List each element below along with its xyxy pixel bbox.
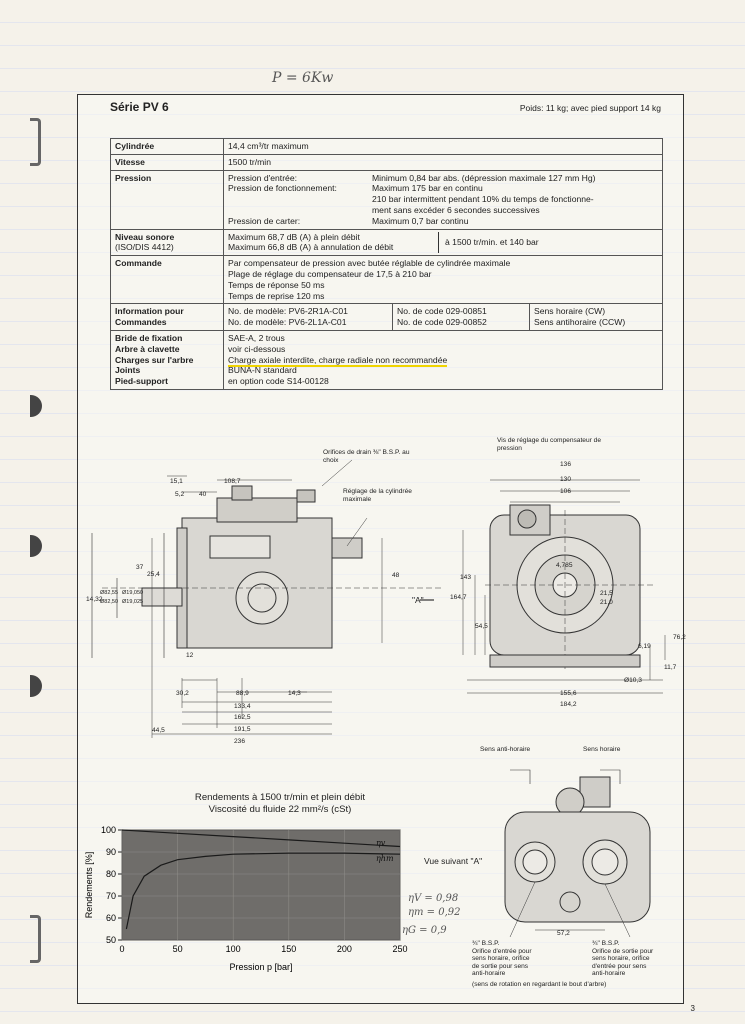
dimension: 143 <box>460 574 472 581</box>
model-number: No. de modèle: PV6-2L1A-C01 <box>228 317 347 328</box>
x-tick-label: 100 <box>225 944 241 954</box>
inlet-port-note <box>472 940 582 978</box>
commande-line: Temps de réponse 50 ms <box>228 279 325 290</box>
note-line: sens horaire, orifice <box>472 955 530 962</box>
outlet-port-note <box>592 940 682 978</box>
handwritten-eta-m: ηm = 0,92 <box>408 907 461 918</box>
dimension: 12 <box>186 652 194 659</box>
shaft-dim: Ø19,025 <box>122 599 144 605</box>
note-line: ¾" B.S.P. <box>592 940 620 947</box>
bride-label: Arbre à clavette <box>115 343 180 354</box>
pression-value: ment sans excéder 6 secondes successives <box>372 204 540 215</box>
series-title: Série PV 6 <box>110 100 169 114</box>
compensator-adjust-screw-label: Vis de réglage du compensateur de pression <box>497 437 601 452</box>
commande-line: Par compensateur de pression avec butée réglable de cylindrée maximale <box>228 258 511 269</box>
view-a-title: Vue suivant "A" <box>424 856 483 866</box>
y-axis-label: Rendements [%] <box>84 851 94 919</box>
spec-value: 1500 tr/min <box>224 154 663 170</box>
dimension: 44,5 <box>152 727 165 734</box>
commande-line: Temps de reprise 120 ms <box>228 290 325 301</box>
pression-value: Minimum 0,84 bar abs. (dépression maximale 127 mm Hg) <box>372 172 596 183</box>
dimension: 108,7 <box>224 478 241 485</box>
y-tick-label: 100 <box>100 825 116 835</box>
x-tick-label: 150 <box>281 944 297 954</box>
weight-info: Poids: 11 kg; avec pied support 14 kg <box>519 103 661 113</box>
dimension: 25,4 <box>147 571 160 578</box>
y-tick-label: 70 <box>105 891 116 901</box>
spec-value-information <box>224 304 663 331</box>
dimension: 164,7 <box>450 594 467 601</box>
page-number: 3 <box>690 1004 695 1013</box>
counter-clockwise-label: Sens anti-horaire <box>480 746 531 753</box>
chart-subtitle: Viscosité du fluide 22 mm²/s (cSt) <box>208 804 352 815</box>
plot-area <box>122 830 400 940</box>
dimension: 76,2 <box>673 634 686 641</box>
dimension: 48 <box>392 572 400 579</box>
niveau-line: Maximum 66,8 dB (A) à annulation de débit <box>228 242 394 253</box>
pump-port-view-drawing <box>490 752 665 942</box>
table-row <box>111 170 663 229</box>
y-tick-label: 80 <box>105 869 116 879</box>
dimension: 191,5 <box>234 726 251 733</box>
model-number: No. de modèle: PV6-2R1A-C01 <box>228 306 348 317</box>
x-tick-label: 200 <box>336 944 352 954</box>
spec-value-commande <box>224 256 663 304</box>
spec-label <box>111 304 224 331</box>
pression-value: 210 bar intermittent pendant 10% du temps de fonctionne- <box>372 194 594 205</box>
bride-label: Charges sur l'arbre <box>115 354 194 365</box>
handwritten-eta-g: ηG = 0,9 <box>402 925 447 936</box>
dimension: 21,0 <box>600 599 613 606</box>
series-label: ηhm <box>376 854 394 864</box>
shaft-dim: Ø82,50 <box>100 599 119 605</box>
dimension: 54,5 <box>475 623 488 630</box>
x-tick-label: 50 <box>172 944 183 954</box>
spec-value-pression <box>224 170 663 229</box>
table-row <box>111 154 663 170</box>
spec-label: Vitesse <box>111 154 224 170</box>
bride-value: voir ci-dessous <box>228 343 286 354</box>
note-line: Orifice de sortie pour <box>592 947 654 955</box>
dimension: 30,2 <box>176 690 189 697</box>
y-tick-label: 60 <box>105 913 116 923</box>
pression-key <box>228 205 372 216</box>
pression-key: Pression d'entrée: <box>228 172 297 183</box>
dimension: 14,3 <box>288 690 301 697</box>
dimension: Ø10,3 <box>624 677 642 684</box>
table-row <box>111 330 663 389</box>
information-label: Commandes <box>115 317 167 328</box>
shaft-dim: Ø19,050 <box>122 590 144 596</box>
pression-key <box>228 194 372 205</box>
note-line: de sortie pour sens <box>472 962 529 970</box>
series-label: ηv <box>376 838 386 848</box>
spec-value-bride <box>224 330 663 389</box>
dimension: 236 <box>234 738 246 745</box>
bride-label: Bride de fixation <box>115 332 183 343</box>
view-a-arrow-label: "A" <box>412 595 424 605</box>
spec-label: Pression <box>111 170 224 229</box>
bride-value: en option code S14-00128 <box>228 376 329 387</box>
bride-value: SAE-A, 2 trous <box>228 332 285 343</box>
note-line: anti-horaire <box>472 970 506 977</box>
niveau-label: Niveau sonore <box>115 231 175 242</box>
pression-value: Maximum 0,7 bar continu <box>372 215 469 226</box>
y-tick-label: 50 <box>105 935 116 945</box>
bride-value: BUNA-N standard <box>228 365 297 376</box>
rotation-sense: Sens antihoraire (CCW) <box>534 317 626 328</box>
dimension: 15,1 <box>170 478 183 485</box>
max-displacement-adjust-label: Réglage de la cylindrée maximale <box>343 488 412 503</box>
code-number: No. de code 029-00852 <box>397 317 487 328</box>
note-line: sens horaire, orifice <box>592 955 650 962</box>
information-label: Information pour <box>115 306 184 317</box>
binder-clip <box>30 118 41 166</box>
drain-orifices-label: Orifices de drain ⅜" B.S.P. au choix <box>323 449 410 464</box>
efficiency-chart <box>80 818 425 978</box>
note-line: anti-horaire <box>592 970 626 977</box>
spec-label <box>111 330 224 389</box>
dimension: 37 <box>136 564 144 571</box>
niveau-line: Maximum 68,7 dB (A) à plein débit <box>228 231 360 242</box>
chart-title <box>120 792 440 816</box>
dimension: 162,5 <box>234 714 251 721</box>
code-number: No. de code 029-00851 <box>397 306 487 317</box>
left-dimension: 14,32 <box>86 596 103 603</box>
clockwise-label: Sens horaire <box>583 746 621 753</box>
dimension: 130 <box>560 476 572 483</box>
y-tick-label: 90 <box>105 847 116 857</box>
dimension: 11,7 <box>664 664 677 671</box>
handwritten-eta-v: ηV = 0,98 <box>408 893 459 904</box>
dimension: 5,2 <box>175 491 185 498</box>
shaft-dim: Ø82,55 <box>100 590 119 596</box>
dimension: 88,9 <box>236 690 249 697</box>
rotation-sense: Sens horaire (CW) <box>534 306 606 317</box>
note-line: Orifice d'entrée pour <box>472 947 532 955</box>
dimension: 133,4 <box>234 703 251 710</box>
niveau-condition: à 1500 tr/min. et 140 bar <box>445 236 539 247</box>
spec-table <box>110 138 663 390</box>
commande-line: Plage de réglage du compensateur de 17,5 à 210 bar <box>228 268 432 279</box>
table-row <box>111 256 663 304</box>
handwritten-power-note: P = 6Kw <box>272 70 334 86</box>
spec-label <box>111 229 224 256</box>
x-tick-label: 0 <box>119 944 125 954</box>
dimension: 57,2 <box>557 930 570 937</box>
dimension: 4,785 <box>556 562 573 569</box>
note-line: d'entrée pour sens <box>592 962 647 970</box>
dimension: 136 <box>560 461 572 468</box>
note-line: ¾" B.S.P. <box>472 940 500 947</box>
rotation-sense-note: (sens de rotation en regardant le bout d'arbre) <box>472 981 607 988</box>
spec-label: Commande <box>111 256 224 304</box>
dimension: 6,19 <box>638 643 651 650</box>
highlighted-shaft-load: Charge axiale interdite, charge radiale non recommandée <box>228 354 448 365</box>
binder-clip <box>30 915 41 963</box>
dimension: 184,2 <box>560 701 577 708</box>
spec-value-niveau <box>224 229 663 256</box>
bride-label: Joints <box>115 365 141 376</box>
table-row <box>111 229 663 256</box>
dimension: 21,5 <box>600 590 613 597</box>
dimension: 40 <box>199 491 207 498</box>
x-tick-label: 250 <box>392 944 408 954</box>
dimension: 155,6 <box>560 690 577 697</box>
chart-title-line: Rendements à 1500 tr/min et plein débit <box>194 792 366 803</box>
bride-label: Pied-support <box>115 376 168 387</box>
x-axis-label: Pression p [bar] <box>229 962 293 972</box>
niveau-standard: (ISO/DIS 4412) <box>115 242 174 253</box>
table-row <box>111 304 663 331</box>
table-row <box>111 139 663 155</box>
spec-label: Cylindrée <box>111 139 224 155</box>
pression-key: Pression de carter: <box>228 215 301 226</box>
pression-key: Pression de fonctionnement: <box>228 183 337 194</box>
spec-value: 14,4 cm³/tr maximum <box>224 139 663 155</box>
pression-value: Maximum 175 bar en continu <box>372 183 483 194</box>
dimension: 106 <box>560 488 572 495</box>
